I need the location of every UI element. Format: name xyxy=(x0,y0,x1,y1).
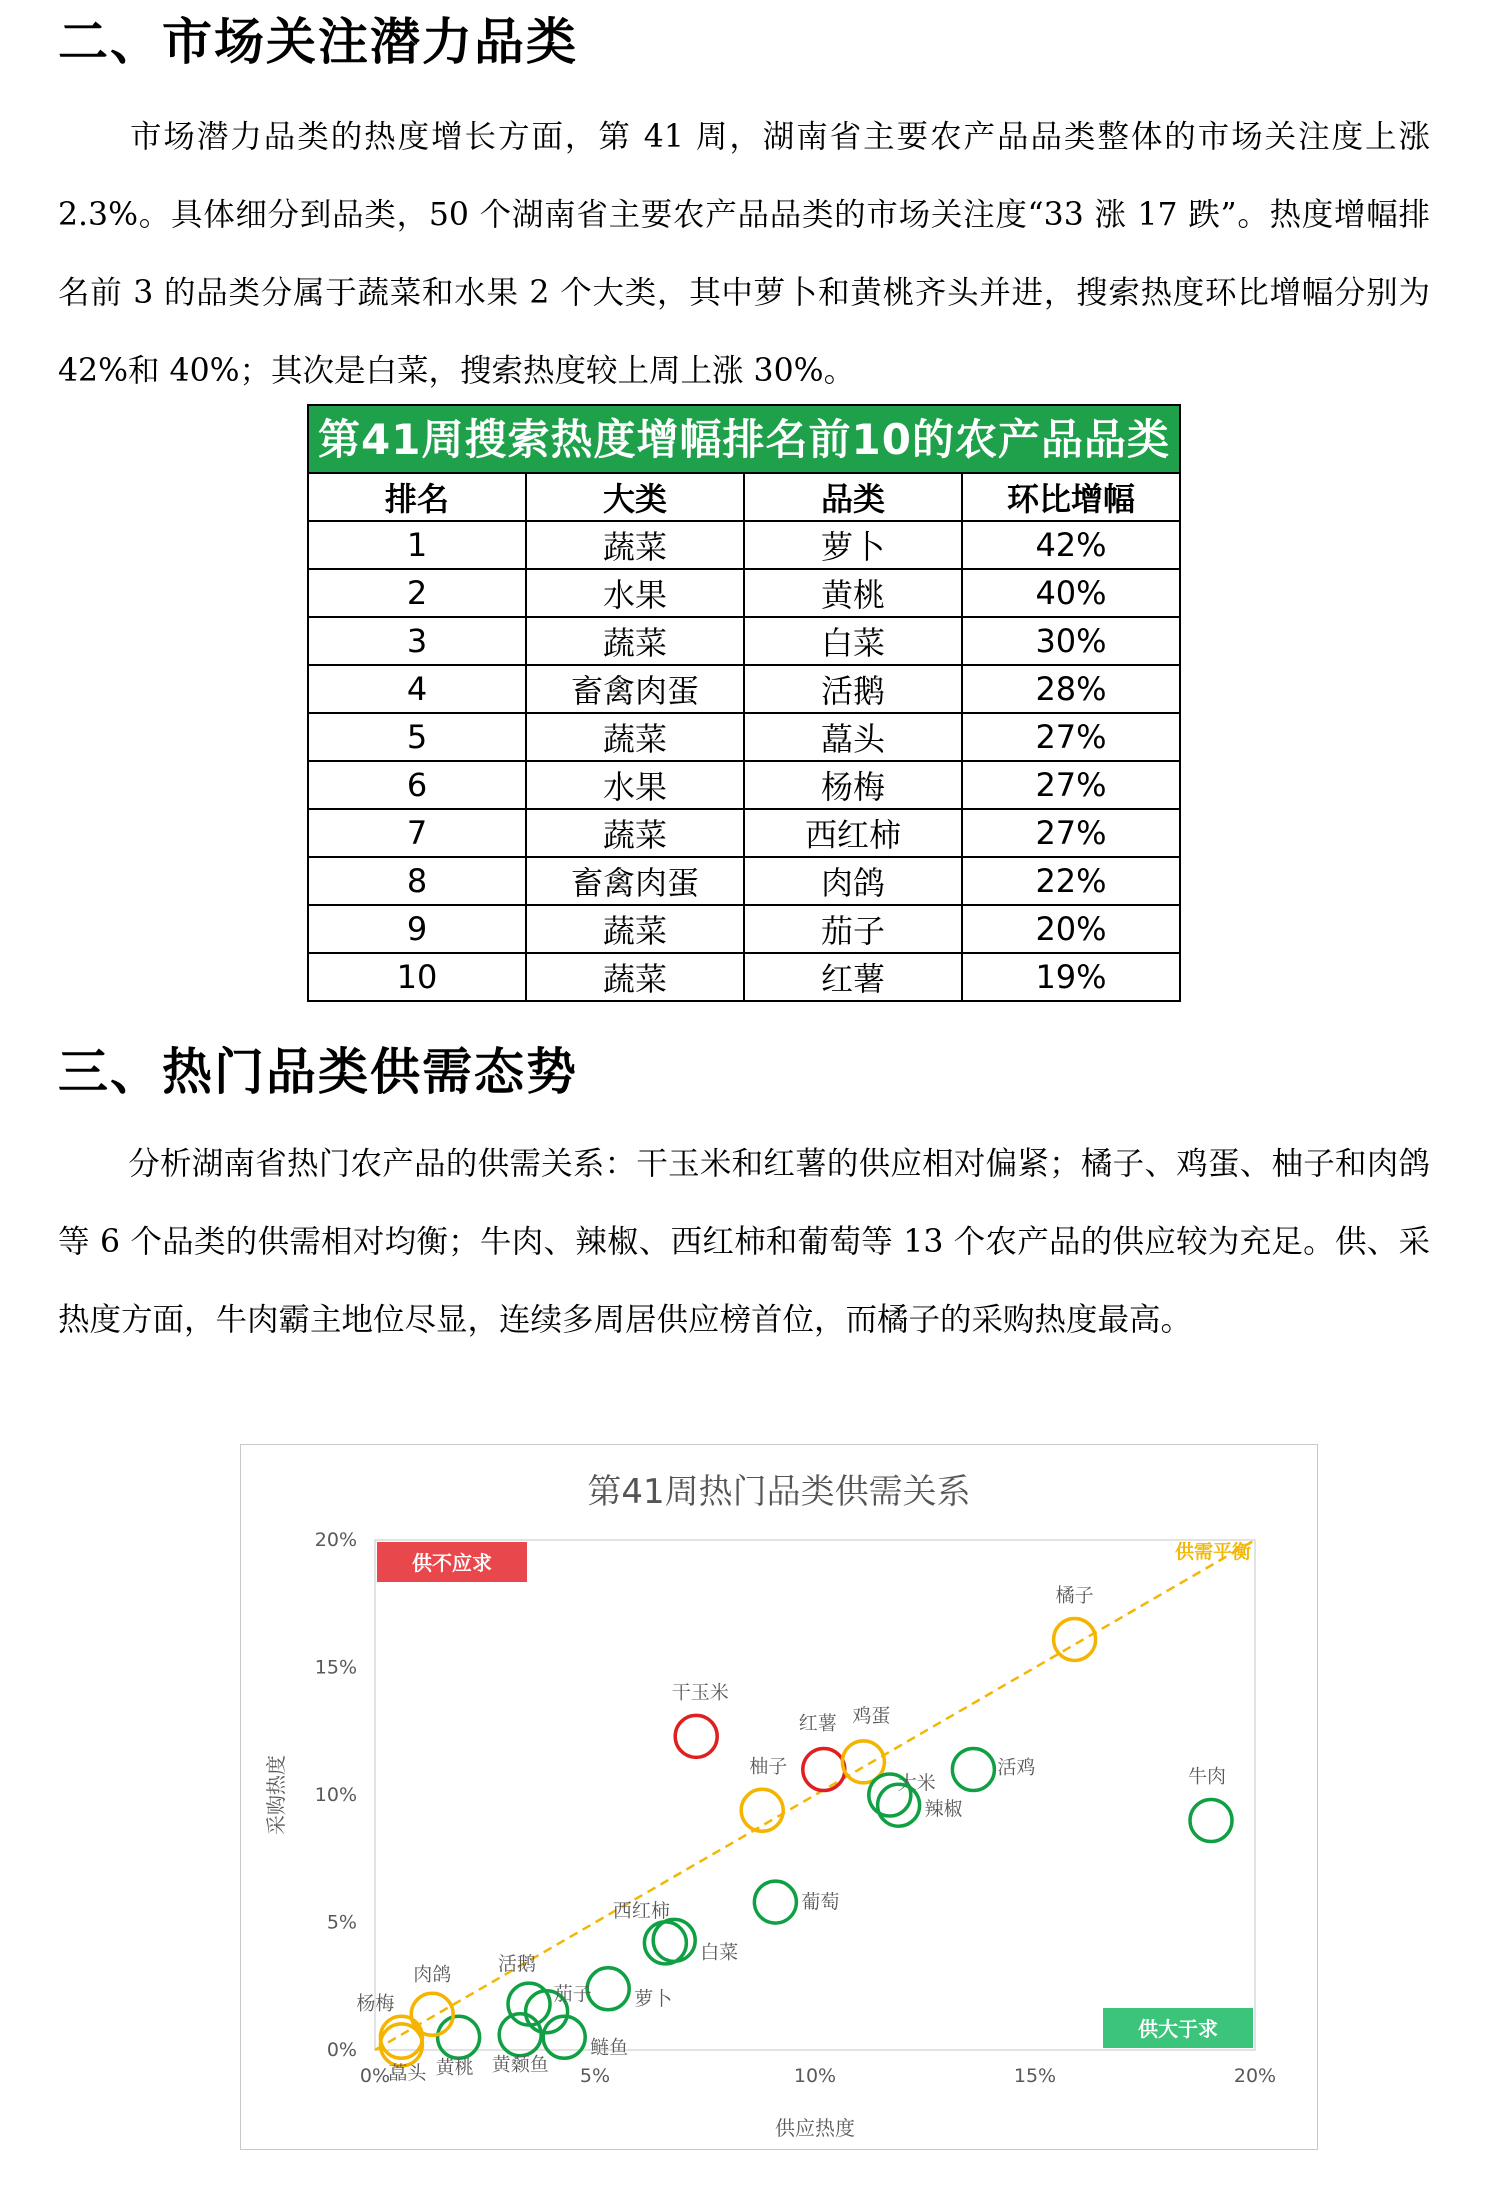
ranking-table xyxy=(307,404,1181,1002)
data-point xyxy=(741,1789,783,1831)
table-row xyxy=(308,617,1180,665)
table-cell: 2 xyxy=(308,569,526,617)
table-cell: 蔬菜 xyxy=(526,713,744,761)
x-axis-label: 供应热度 xyxy=(775,2116,855,2140)
table-cell: 杨梅 xyxy=(744,761,962,809)
point-label: 黄颡鱼 xyxy=(491,2053,549,2076)
data-point xyxy=(754,1881,796,1923)
column-header: 品类 xyxy=(744,473,962,521)
table-cell: 4 xyxy=(308,665,526,713)
table-header-row xyxy=(308,473,1180,521)
paragraph-text: 分析湖南省热门农产品的供需关系：干玉米和红薯的供应相对偏紧；橘子、鸡蛋、柚子和肉鸽等 6 个品类的供需相对均衡；牛肉、辣椒、西红柿和葡萄等 13 个农产品的供应较为充足。供、采热度方面，牛肉霸主地位尽显，连续多周居供应榜首位，而橘子的采购热度最高。 xyxy=(58,1146,1430,1338)
y-tick-label: 15% xyxy=(314,1656,357,1679)
table-cell: 畜禽肉蛋 xyxy=(526,665,744,713)
column-header: 环比增幅 xyxy=(962,473,1180,521)
point-label: 橘子 xyxy=(1055,1584,1094,1607)
point-label: 红薯 xyxy=(798,1712,837,1735)
point-label: 藠头 xyxy=(388,2061,427,2084)
data-point xyxy=(587,1968,629,2010)
y-tick-label: 0% xyxy=(326,2039,357,2061)
table-row xyxy=(308,953,1180,1001)
section-paragraph xyxy=(58,1125,1430,1359)
section-heading: 三、热门品类供需态势 xyxy=(58,1043,578,1101)
point-label: 肉鸽 xyxy=(413,1963,452,1986)
data-point xyxy=(438,2016,480,2058)
table-row xyxy=(308,857,1180,905)
table-title: 第41周搜索热度增幅排名前10的农产品品类 xyxy=(307,404,1181,472)
point-label: 活鹅 xyxy=(497,1953,537,1976)
y-tick-label: 20% xyxy=(314,1529,357,1551)
table-cell: 水果 xyxy=(526,761,744,809)
supply-demand-chart xyxy=(240,1444,1318,2150)
table-cell: 30% xyxy=(962,617,1180,665)
scatter-plot xyxy=(241,1445,1317,2149)
table-cell: 42% xyxy=(962,521,1180,569)
column-header: 排名 xyxy=(308,473,526,521)
table-cell: 5 xyxy=(308,713,526,761)
shortage-badge-label: 供不应求 xyxy=(412,1551,492,1575)
table-cell: 藠头 xyxy=(744,713,962,761)
point-label: 鲢鱼 xyxy=(590,2036,629,2059)
point-label: 白菜 xyxy=(700,1941,739,1964)
table-row xyxy=(308,713,1180,761)
table-cell: 8 xyxy=(308,857,526,905)
table-cell: 3 xyxy=(308,617,526,665)
table-row xyxy=(308,665,1180,713)
table-cell: 9 xyxy=(308,905,526,953)
chart-title: 第41周热门品类供需关系 xyxy=(587,1472,971,1512)
table-cell: 畜禽肉蛋 xyxy=(526,857,744,905)
section-heading: 二、市场关注潜力品类 xyxy=(58,13,578,71)
data-point xyxy=(675,1715,717,1757)
table-cell: 蔬菜 xyxy=(526,953,744,1001)
point-label: 大米 xyxy=(897,1772,936,1794)
table-cell: 活鹅 xyxy=(744,665,962,713)
x-tick-label: 10% xyxy=(793,2065,837,2087)
ranking-table-grid xyxy=(307,472,1181,1002)
point-label: 杨梅 xyxy=(356,1992,395,2015)
y-axis-label: 采购热度 xyxy=(264,1755,288,1835)
surplus-badge-label: 供大于求 xyxy=(1138,2017,1218,2041)
table-row xyxy=(308,521,1180,569)
section-paragraph xyxy=(58,98,1430,410)
point-label: 葡萄 xyxy=(801,1891,840,1914)
y-tick-label: 5% xyxy=(326,1911,357,1934)
table-cell: 10 xyxy=(308,953,526,1001)
paragraph-text: 市场潜力品类的热度增长方面，第 41 周，湖南省主要农产品品类整体的市场关注度上涨 2.3%。具体细分到品类，50 个湖南省主要农产品品类的市场关注度“33 涨 17 跌”。热度增幅排名前 3 的品类分属于蔬菜和水果 2 个大类，其中萝卜和黄桃齐头并进，搜索热度环比增幅分别为 42%和 40%；其次是白菜，搜索热度较上周上涨 30%。 xyxy=(58,119,1430,389)
table-cell: 6 xyxy=(308,761,526,809)
table-cell: 白菜 xyxy=(744,617,962,665)
point-label: 辣椒 xyxy=(924,1798,963,1821)
table-cell: 西红柿 xyxy=(744,809,962,857)
x-tick-label: 5% xyxy=(579,2065,611,2087)
table-cell: 蔬菜 xyxy=(526,617,744,665)
table-cell: 茄子 xyxy=(744,905,962,953)
point-label: 萝卜 xyxy=(634,1987,673,2010)
point-label: 活鸡 xyxy=(997,1756,1036,1779)
column-header: 大类 xyxy=(526,473,744,521)
table-cell: 28% xyxy=(962,665,1180,713)
table-row xyxy=(308,569,1180,617)
x-tick-label: 20% xyxy=(1233,2065,1277,2087)
x-tick-label: 0% xyxy=(359,2065,391,2087)
point-label: 柚子 xyxy=(749,1755,788,1778)
table-row xyxy=(308,761,1180,809)
data-point xyxy=(1054,1618,1096,1660)
table-cell: 水果 xyxy=(526,569,744,617)
table-cell: 27% xyxy=(962,761,1180,809)
table-cell: 7 xyxy=(308,809,526,857)
table-cell: 27% xyxy=(962,713,1180,761)
table-cell: 22% xyxy=(962,857,1180,905)
table-cell: 蔬菜 xyxy=(526,905,744,953)
point-label: 西红柿 xyxy=(612,1899,670,1922)
x-tick-label: 15% xyxy=(1013,2065,1057,2087)
table-cell: 27% xyxy=(962,809,1180,857)
table-cell: 肉鸽 xyxy=(744,857,962,905)
table-cell: 红薯 xyxy=(744,953,962,1001)
table-cell: 40% xyxy=(962,569,1180,617)
point-label: 茄子 xyxy=(553,1982,592,2005)
table-cell: 19% xyxy=(962,953,1180,1001)
data-point xyxy=(952,1749,994,1791)
data-point xyxy=(508,1983,550,2025)
data-point xyxy=(803,1749,845,1791)
table-cell: 黄桃 xyxy=(744,569,962,617)
table-cell: 1 xyxy=(308,521,526,569)
point-label: 黄桃 xyxy=(435,2056,474,2079)
table-cell: 20% xyxy=(962,905,1180,953)
table-cell: 萝卜 xyxy=(744,521,962,569)
table-row xyxy=(308,905,1180,953)
point-label: 干玉米 xyxy=(671,1681,729,1704)
table-row xyxy=(308,809,1180,857)
balance-line-label: 供需平衡 xyxy=(1174,1541,1251,1563)
table-cell: 蔬菜 xyxy=(526,521,744,569)
point-label: 鸡蛋 xyxy=(852,1704,891,1727)
point-label: 牛肉 xyxy=(1187,1765,1227,1788)
y-tick-label: 10% xyxy=(314,1784,357,1806)
data-point xyxy=(1190,1800,1232,1842)
table-cell: 蔬菜 xyxy=(526,809,744,857)
